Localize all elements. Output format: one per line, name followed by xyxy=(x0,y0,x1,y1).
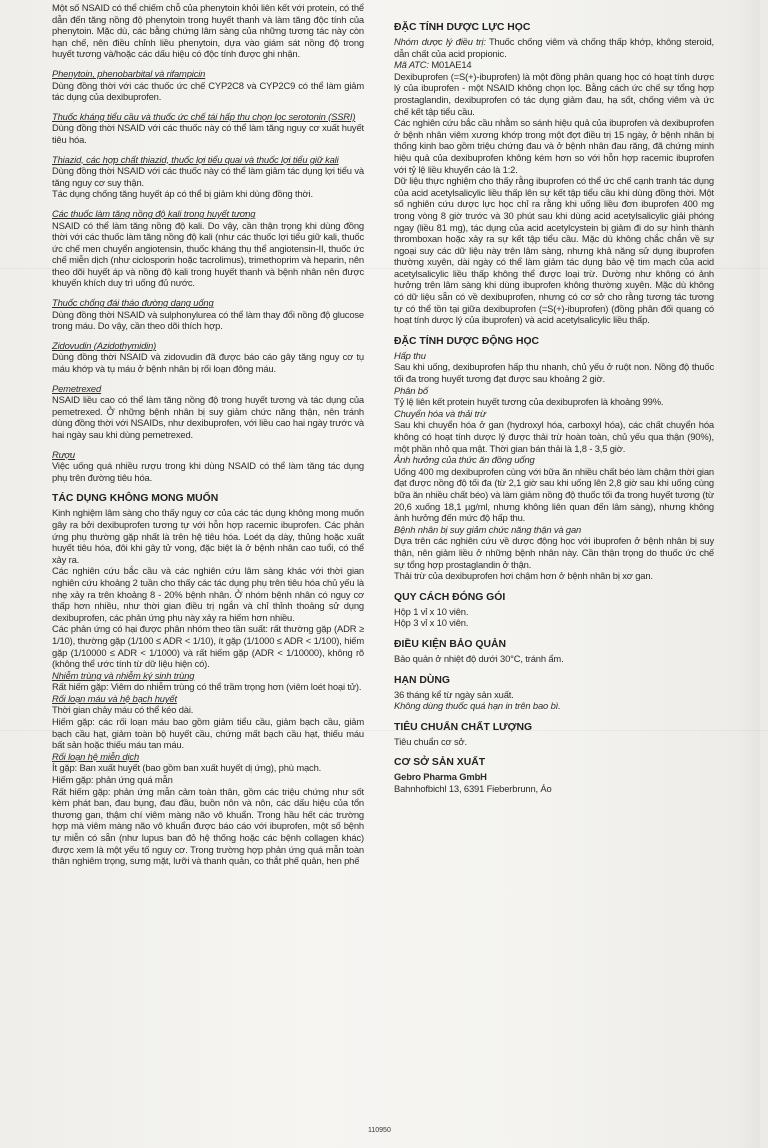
paragraph: NSAID liều cao có thể làm tăng nồng độ trong huyết tương và tác dụng của pemetrexed. Ở những bệnh nhân bị suy giảm chức năng thận, nên tránh dùng đồng thời với NSAIDs, như dexibuprofen, với liều cao hai ngày trước và hai ngày sau khi dùng pemetrexed. xyxy=(52,394,364,440)
section-heading: ĐẶC TÍNH DƯỢC ĐỘNG HỌC xyxy=(394,335,540,347)
subsection-title: Rượu xyxy=(52,448,75,460)
paragraph: Thời gian chảy máu có thể kéo dài. xyxy=(52,704,194,716)
paragraph: Các nghiên cứu bắc cầu nhằm so sánh hiệu quả của ibuprofen và dexibuprofen ở bệnh nhân viêm xương khớp trong một đợt điều trị 15 ngày, ở bệnh nhân bị thống kinh bao gồm triệu chứng đau và ở bệnh nhân đau răng, đã chứng minh hiệu quả của dexibuprofen không kém hơn so với hỗn hợp racemic ibuprofen với tỷ lệ liều khuyến cáo là 1:2. xyxy=(394,117,714,175)
paragraph: NSAID có thể làm tăng nồng độ kali. Do vậy, cần thận trọng khi dùng đồng thời với các thuốc làm tăng nồng độ kali (như các thuốc lợi tiểu giữ kali, thuốc ức chế men chuyển angiotensin, thuốc kháng thụ thể angiotensin-II, thuốc ức chế miễn dịch (như ciclosporin hoặc tacrolimus), trimethoprim và heparin, nên theo dõi huyết áp và nồng độ kali trong huyết thanh và bệnh nhân nên được khuyến khích duy trì uống đủ nước. xyxy=(52,219,364,289)
paragraph: Sau khi chuyển hóa ở gan (hydroxyl hóa, carboxyl hóa), các chất chuyển hóa không có hoạt tính dược lý được thải trừ hoàn toàn, chủ yếu qua thận (90%), một phần nhỏ qua mật. Thời gian bán thải là 1,8 - 3,5 giờ. xyxy=(394,419,714,454)
subsection-title: Thuốc chống đái tháo đường dạng uống xyxy=(52,297,214,309)
section-heading: ĐẶC TÍNH DƯỢC LỰC HỌC xyxy=(394,22,531,33)
subsection-label: Phân bố xyxy=(394,384,428,396)
subsection-title: Pemetrexed xyxy=(52,382,102,394)
subsection-title: Phenytoin, phenobarbital và rifampicin xyxy=(52,67,206,79)
paragraph-label: Nhóm dược lý điều trị: xyxy=(394,36,486,47)
paragraph: Dữ liệu thực nghiệm cho thấy rằng ibuprofen có thể ức chế cạnh tranh tác dụng của acid acetylsalicylic liều thấp lên sự kết tập tiểu cầu khi dùng đồng thời. Một số nghiên cứu dược lực học chỉ ra rằng khi uống liều đơn ibuprofen 400 mg trong vòng 8 giờ trước và 30 phút sau khi dùng acid acetylsalicylic giải phóng ngay (liều 81 mg), tác dụng của acid acetylcystein bị giảm đi do sự hình thành thromboxan hoặc xảy ra sự kết tập tiểu cầu. Mặc dù không chắc chắn về sự ngoại suy các dữ liệu này trên lâm sàng, nhưng khả năng sử dụng ibuprofen thường xuyên, dài ngày có thể làm giảm tác dụng bảo vệ tim mạch của acid acetylsalicylic liều thấp không thể được loại trừ. Dường như không có ảnh hưởng trên lâm sàng khi dùng ibuprofen không thường xuyên. Mặc dù không có dữ liệu sẵn có về dexibuprofen, nhưng có cơ sở cho rằng tương tác tương tự có thể tồn tại giữa dexibuprofen (=S(+)-ibuprofen) (đồng phân đối quang có hoạt tính dược lý của ibuprofen) và acid acetylsalicylic liều thấp. xyxy=(394,175,714,326)
paragraph-label: Mã ATC: xyxy=(394,59,429,71)
subsection-title: Zidovudin (Azidothymidin) xyxy=(52,339,157,351)
paragraph: Bảo quản ở nhiệt độ dưới 30°C, tránh ẩm. xyxy=(394,652,564,664)
paragraph-text: Thuốc chống viêm và chống thấp khớp, không steroid, dẫn chất của acid propionic. xyxy=(394,36,715,59)
paragraph: Dựa trên các nghiên cứu về dược động học với ibuprofen ở bệnh nhân bị suy thận, nên giảm liều ở những bệnh nhân này. Cần thận trọng do thuốc ức chế sự tổng hợp prostaglandin ở thận. xyxy=(394,535,714,570)
paragraph: Dexibuprofen (=S(+)-ibuprofen) là một đồng phân quang học có hoạt tính dược lý của ibuprofen - một NSAID không chọn lọc. Bằng cách ức chế sự tổng hợp prostaglandin, dexibuprofen có tác dụng giảm đau, hạ sốt, chống viêm và ức chế kết tập tiểu cầu. xyxy=(394,70,714,117)
paragraph: Một số NSAID có thể chiếm chỗ của phenytoin khỏi liên kết với protein, có thể dẫn đến tăng nồng độ phenytoin trong huyết thanh và làm tăng độc tính của phenytoin. Mặc dù, các bằng chứng lâm sàng của những tương tác này còn hạn chế, nên điều chỉnh liều phenytoin, dựa vào giám sát nồng độ trong huyết tương và/hoặc các dấu hiệu có độc tính được ghi nhận. xyxy=(52,2,364,60)
paragraph: Tác dụng chống tăng huyết áp có thể bị giảm khi dùng đồng thời. xyxy=(52,188,313,200)
paragraph: Sau khi uống, dexibuprofen hấp thu nhanh, chủ yếu ở ruột non. Nồng độ thuốc tối đa trong huyết tương đạt được sau khoảng 2 giờ. xyxy=(394,361,714,385)
subsection-title: Thiazid, các hợp chất thiazid, thuốc lợi tiểu quai và thuốc lợi tiểu giữ kali xyxy=(52,153,339,165)
paragraph: Việc uống quá nhiều rượu trong khi dùng NSAID có thể làm tăng tác dụng phụ trên đường tiêu hóa. xyxy=(52,460,364,483)
paragraph: Kinh nghiệm lâm sàng cho thấy nguy cơ của các tác dụng không mong muốn gây ra bởi dexibuprofen tương tự với hỗn hợp racemic ibuprofen. Các phản ứng phụ thường gặp nhất là trên hệ tiêu hóa. Loét dạ dày, thủng hoặc xuất huyết tiêu hóa, đôi khi gây tử vong, đặc biệt là ở bệnh nhân cao tuổi, có thể xảy ra. xyxy=(52,507,364,565)
paper-edge xyxy=(738,0,760,1148)
paragraph: Các nghiên cứu bắc cầu và các nghiên cứu lâm sàng khác với thời gian nghiên cứu khoảng 2 tuần cho thấy các tác dụng phụ trên tiêu hóa chủ yếu là nhẹ xảy ra trên khoảng 8 - 20% bệnh nhân. Ở nhóm bệnh nhân có nguy cơ thấp hơn nhiều, như thời gian điều trị ngắn và chỉ thỉnh thoảng sử dụng dexibuprofen, các phản ứng phụ này xảy ra hiếm hơn nhiều. xyxy=(52,565,364,623)
subsection-label: Bệnh nhân bị suy giảm chức năng thận và gan xyxy=(394,523,582,535)
section-heading: ĐIỀU KIỆN BẢO QUẢN xyxy=(394,638,506,650)
paragraph: Dùng đồng thời NSAID với các thuốc này có thể làm tăng nguy cơ xuất huyết tiêu hóa. xyxy=(52,122,364,145)
paragraph: Dùng đồng thời NSAID và sulphonylurea có thể làm thay đổi nồng độ glucose trong máu. Do vậy, cần theo dõi thích hợp. xyxy=(52,308,364,332)
paragraph: Thải trừ của dexibuprofen hơi chậm hơn ở bệnh nhân bị xơ gan. xyxy=(394,570,653,582)
labeled-paragraph xyxy=(394,59,714,71)
paragraph: Tỷ lệ liên kết protein huyết tương của dexibuprofen là khoảng 99%. xyxy=(394,396,664,408)
manufacturer-name: Gebro Pharma GmbH xyxy=(394,771,487,783)
subsection-title: Rối loạn máu và hệ bạch huyết xyxy=(52,692,177,704)
paragraph: Hộp 3 vỉ x 10 viên. xyxy=(394,617,469,629)
section-heading: TÁC DỤNG KHÔNG MONG MUỐN xyxy=(52,493,219,505)
paragraph: Các phản ứng có hại được phân nhóm theo tần suất: rất thường gặp (ADR ≥ 1/10), thường gặp (1/100 ≤ ADR < 1/10), ít gặp (1/1000 ≤ ADR < 1/100), hiếm gặp (1/10000 ≤ ADR < 1/1000) và rất hiếm gặp (ADR < 1/10000), không rõ (không thể ước tính từ dữ liệu hiện có). xyxy=(52,623,364,670)
section-heading: CƠ SỞ SẢN XUẤT xyxy=(394,757,486,769)
paragraph: Uống 400 mg dexibuprofen cùng với bữa ăn nhiều chất béo làm chậm thời gian đạt được nồng độ tối đa (từ 2,1 giờ sau khi uống lên 2,8 giờ sau khi uống cùng bữa ăn nhiều chất béo) và làm giảm nồng độ thuốc tối đa trong huyết tương (từ 20,6 xuống 18,1 µg/ml, nhưng không liên quan đến lâm sàng), nhưng không ảnh hưởng đến mức độ hấp thu. xyxy=(394,465,714,524)
subsection-label: Không dùng thuốc quá hạn in trên bao bì. xyxy=(394,700,561,712)
footer-code: 110950 xyxy=(368,1127,391,1134)
subsection-label: Hấp thu xyxy=(394,349,426,361)
paragraph: Dùng đồng thời với các thuốc ức chế CYP2C8 và CYP2C9 có thể làm giảm tác dụng của dexibuprofen. xyxy=(52,79,364,103)
paragraph: Bahnhofbichl 13, 6391 Fieberbrunn, Áo xyxy=(394,782,552,794)
paragraph: 36 tháng kể từ ngày sản xuất. xyxy=(394,688,514,700)
section-heading: HẠN DÙNG xyxy=(394,674,450,686)
labeled-paragraph xyxy=(394,36,714,59)
paragraph: Hiếm gặp: các rối loạn máu bao gồm giảm tiểu cầu, giảm bạch cầu, giảm bạch cầu hạt, giảm toàn bộ huyết cầu, chứng mất bạch cầu hạt, thiếu máu bất sản hoặc thiếu máu tan máu. xyxy=(52,716,364,751)
paragraph: Dùng đồng thời NSAID với các thuốc này có thể làm giảm tác dụng lợi tiểu và tăng nguy cơ suy thận. xyxy=(52,165,364,188)
left-column xyxy=(52,2,364,867)
subsection-title: Rối loạn hệ miễn dịch xyxy=(52,750,140,762)
paragraph: Hiếm gặp: phản ứng quá mẫn xyxy=(52,774,173,786)
paragraph: Dùng đồng thời NSAID và zidovudin đã được báo cáo gây tăng nguy cơ tụ máu khớp và tụ máu ở bệnh nhân bị rối loạn đông máu. xyxy=(52,351,364,375)
paragraph: Tiêu chuẩn cơ sở. xyxy=(394,735,467,747)
subsection-title: Các thuốc làm tăng nồng độ kali trong huyết tương xyxy=(52,207,256,219)
paragraph: Hộp 1 vỉ x 10 viên. xyxy=(394,605,469,617)
paragraph: Rất hiếm gặp: phản ứng mẫn cảm toàn thân, gồm các triệu chứng như sốt kèm phát ban, đau bụng, đau đầu, buồn nôn và nôn, các dấu hiệu của tổn thương gan, thậm chí viêm màng não vô khuẩn. Trong hầu hết các trường hợp mà viêm màng não vô khuẩn được báo cáo với ibuprofen, một số bệnh tự miễn có sẵn (như lupus ban đỏ hệ thống hoặc các bệnh collagen khác) được xem là một yếu tố nguy cơ. Trong trường hợp phản ứng quá mẫn toàn thân nghiêm trọng, sưng mặt, lưỡi và thanh quản, co thắt phế quản, hen phế xyxy=(52,785,364,867)
subsection-title: Nhiễm trùng và nhiễm ký sinh trùng xyxy=(52,669,195,681)
subsection-label: Chuyển hóa và thải trừ xyxy=(394,407,486,419)
paragraph: Ít gặp: Ban xuất huyết (bao gồm ban xuất huyết dị ứng), phù mạch. xyxy=(52,762,322,774)
section-heading: TIÊU CHUẨN CHẤT LƯỢNG xyxy=(394,721,533,733)
section-heading: QUY CÁCH ĐÓNG GÓI xyxy=(394,591,506,603)
right-column xyxy=(394,12,714,794)
paragraph: Rất hiếm gặp: Viêm do nhiễm trùng có thể trầm trọng hơn (viêm loét hoại tử). xyxy=(52,681,362,693)
paragraph-text: M01AE14 xyxy=(428,59,472,71)
subsection-label: Ảnh hưởng của thức ăn đồng uống xyxy=(394,454,535,466)
subsection-title: Thuốc kháng tiểu cầu và thuốc ức chế tái hấp thu chọn lọc serotonin (SSRI) xyxy=(52,110,356,122)
